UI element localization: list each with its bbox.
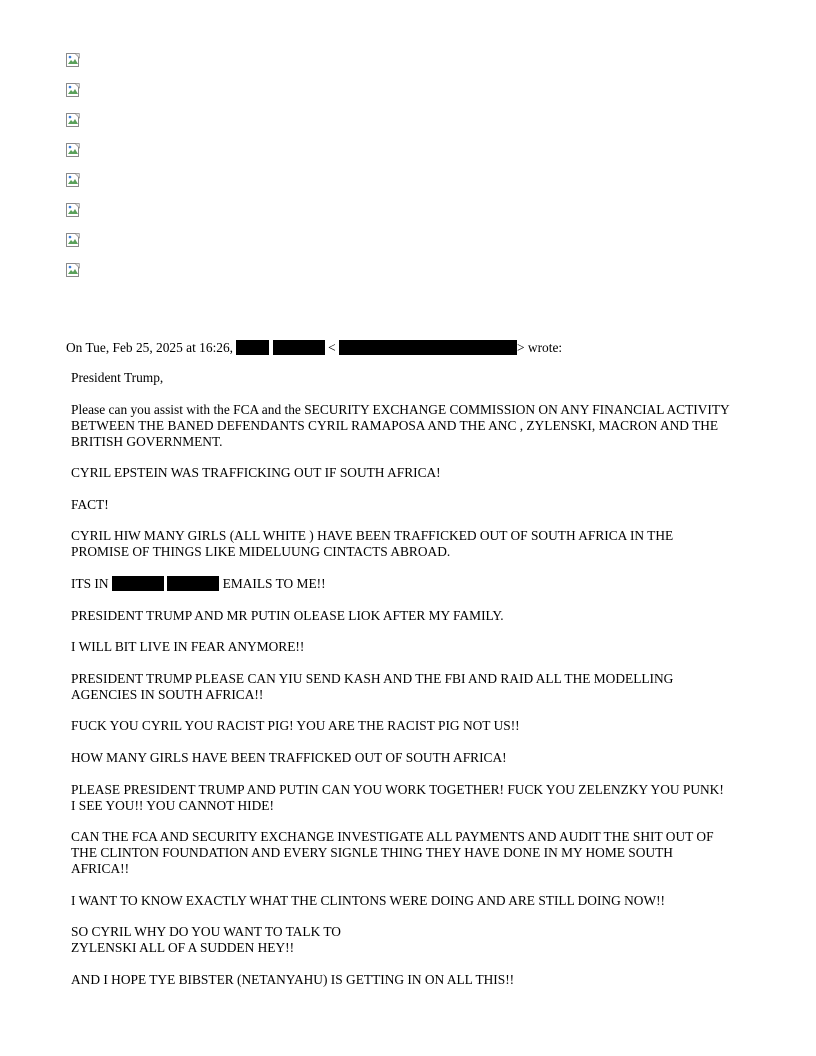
quote-header-suffix: > wrote: [517, 340, 563, 355]
message-paragraph: PLEASE PRESIDENT TRUMP AND PUTIN CAN YOU WORK TOGETHER! FUCK YOU ZELENZKY YOU PUNK! I SEE YOU!! YOU CANNOT HIDE! [71, 781, 724, 813]
quote-header [66, 340, 562, 356]
broken-image-icon [66, 143, 80, 157]
message-paragraph: FUCK YOU CYRIL YOU RACIST PIG! YOU ARE THE RACIST PIG NOT US!! [71, 718, 520, 734]
embedded-image-list [66, 53, 80, 293]
redaction-box [112, 576, 164, 591]
message-text: EMAILS TO ME!! [222, 575, 326, 591]
message-paragraph: I WILL BIT LIVE IN FEAR ANYMORE!! [71, 639, 305, 655]
message-paragraph [71, 576, 731, 592]
broken-image-icon [66, 173, 80, 187]
message-body [71, 370, 731, 1004]
message-text: SO CYRIL WHY DO YOU WANT TO TALK TO [71, 924, 341, 940]
message-paragraph: Please can you assist with the FCA and the SECURITY EXCHANGE COMMISSION ON ANY FINANCIAL ACTIVITY BETWEEN THE BANED DEFENDANTS CYRIL RAMAPOSA AND THE ANC , ZYLENSKI, MACRON AND THE BRITISH GOVERNMENT. [71, 401, 730, 449]
message-paragraph: President Trump, [71, 370, 164, 385]
message-paragraph: PRESIDENT TRUMP AND MR PUTIN OLEASE LIOK AFTER MY FAMILY. [71, 607, 504, 623]
broken-image-icon [66, 263, 80, 277]
message-paragraph: PRESIDENT TRUMP PLEASE CAN YIU SEND KASH AND THE FBI AND RAID ALL THE MODELLING AGENCIES IN SOUTH AFRICA!! [71, 670, 674, 702]
message-paragraph: CAN THE FCA AND SECURITY EXCHANGE INVESTIGATE ALL PAYMENTS AND AUDIT THE SHIT OUT OF THE CLINTON FOUNDATION AND EVERY SIGNLE THING THEY HAVE DONE IN MY HOME SOUTH AFRICA!! [71, 829, 714, 877]
broken-image-icon [66, 233, 80, 247]
broken-image-icon [66, 203, 80, 217]
redaction-box [339, 340, 517, 355]
redaction-box [273, 340, 325, 355]
broken-image-icon [66, 113, 80, 127]
message-paragraph: CYRIL EPSTEIN WAS TRAFFICKING OUT IF SOUTH AFRICA! [71, 465, 441, 481]
message-text: ITS IN [71, 575, 109, 591]
message-paragraph: CYRIL HIW MANY GIRLS (ALL WHITE ) HAVE BEEN TRAFFICKED OUT OF SOUTH AFRICA IN THE PROMISE OF THINGS LIKE MIDELUUNG CINTACTS ABROAD. [71, 528, 674, 560]
message-text: ZYLENSKI ALL OF A SUDDEN HEY!! [71, 940, 295, 956]
message-paragraph: FACT! [71, 496, 109, 512]
quote-header-lt: < [328, 340, 336, 355]
message-paragraph: AND I HOPE TYE BIBSTER (NETANYAHU) IS GETTING IN ON ALL THIS!! [71, 971, 515, 987]
redaction-box [236, 340, 269, 355]
message-paragraph: HOW MANY GIRLS HAVE BEEN TRAFFICKED OUT OF SOUTH AFRICA! [71, 749, 507, 765]
quote-header-prefix: On Tue, Feb 25, 2025 at 16:26, [66, 340, 234, 355]
redaction-box [167, 576, 219, 591]
message-paragraph [71, 924, 731, 956]
broken-image-icon [66, 83, 80, 97]
broken-image-icon [66, 53, 80, 67]
message-paragraph: I WANT TO KNOW EXACTLY WHAT THE CLINTONS WERE DOING AND ARE STILL DOING NOW!! [71, 892, 666, 908]
